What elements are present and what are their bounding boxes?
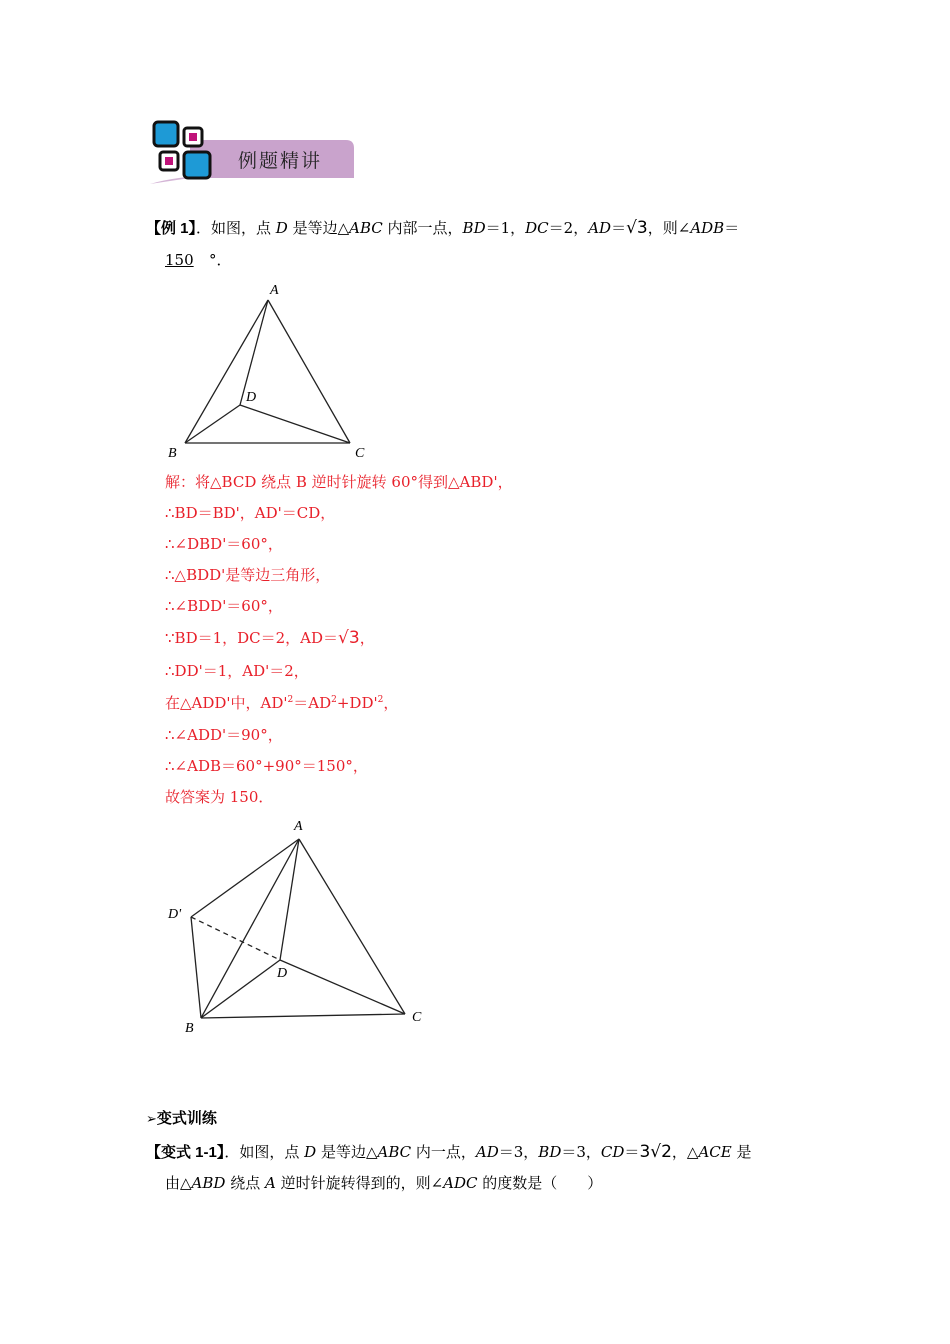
solution-line-2: ∴BD＝BD'，AD'＝CD， [165, 504, 336, 522]
sqrt3: √3 [338, 628, 360, 648]
fig2-label-C: C [412, 1010, 422, 1025]
fig2-edge-DDp-dashed [191, 917, 280, 960]
solution-line-5: ∴∠BDD'＝60°， [165, 597, 283, 615]
solution-line-8: 在△ADD'中，$AD'^2=AD^2+DD'^2$， [165, 694, 399, 712]
answer-blank: 150 [165, 251, 194, 269]
fig2-label-Dprime: D' [168, 907, 182, 922]
fig1-label-C: C [355, 446, 365, 461]
fig2-edge-BD [201, 960, 280, 1018]
solution-line-1: 解：将△BCD 绕点 B 逆时针旋转 60°得到△ABD'， [165, 473, 513, 491]
fig2-label-D: D [277, 966, 288, 981]
solution-line-11: 故答案为 150． [165, 788, 274, 806]
example1-question-line1: 【例 1】．如图，点 D 是等边△ABC 内部一点，BD＝1，DC＝2，AD＝√3，则∠ADB＝ [146, 218, 740, 238]
solution-line-4: ∴△BDD'是等边三角形， [165, 566, 331, 584]
fig1-label-A: A [270, 283, 279, 298]
variant-section-heading: ➢变式训练 [146, 1110, 217, 1127]
fig2-edge-ADp [191, 839, 299, 917]
fig1-edge-BD [185, 405, 240, 443]
example-label: 【例 1】 [146, 220, 197, 237]
fig1-edge-CD [240, 405, 350, 443]
sqrt-3root2: 3√2 [639, 1142, 672, 1162]
figure2-rotation [165, 815, 435, 1035]
solution-line-6: ∵BD＝1，DC＝2，AD＝√3， [165, 628, 375, 648]
variant-question-line2: 由△ABD 绕点 A 逆时针旋转得到的，则∠ADC 的度数是（ ） [165, 1174, 603, 1192]
solution-line-7: ∴DD'＝1，AD'＝2， [165, 662, 309, 680]
fig1-edge-AC [268, 300, 350, 443]
solution-line-10: ∴∠ADB＝60°+90°＝150°， [165, 757, 368, 775]
arrow-icon: ➢ [146, 1112, 157, 1127]
fig1-edge-AB [185, 300, 268, 443]
section-banner [150, 118, 360, 188]
variant-label: 【变式 1-1】 [146, 1144, 225, 1161]
solution-line-9: ∴∠ADD'＝90°， [165, 726, 283, 744]
figure1-triangle [160, 280, 365, 461]
solution-line-3: ∴∠DBD'＝60°， [165, 535, 283, 553]
fig2-edge-CD [280, 960, 405, 1014]
banner-title: 例题精讲 [238, 150, 323, 172]
example1-question-line2: 150 °． [165, 251, 232, 269]
fig1-label-D: D [246, 390, 257, 405]
fig2-edge-BC [201, 1014, 405, 1018]
variant-question-line1: 【变式 1-1】．如图，点 D 是等边△ABC 内一点，AD＝3，BD＝3，CD＝3√2，△ACE 是 [146, 1142, 752, 1162]
fig1-label-B: B [168, 446, 177, 461]
fig2-edge-BDp [191, 917, 201, 1018]
grid-logo-icon [152, 120, 214, 182]
fig2-label-B: B [185, 1021, 194, 1036]
fig2-label-A: A [294, 819, 303, 834]
sqrt3: √3 [626, 218, 648, 238]
fig2-edge-AC [299, 839, 405, 1014]
